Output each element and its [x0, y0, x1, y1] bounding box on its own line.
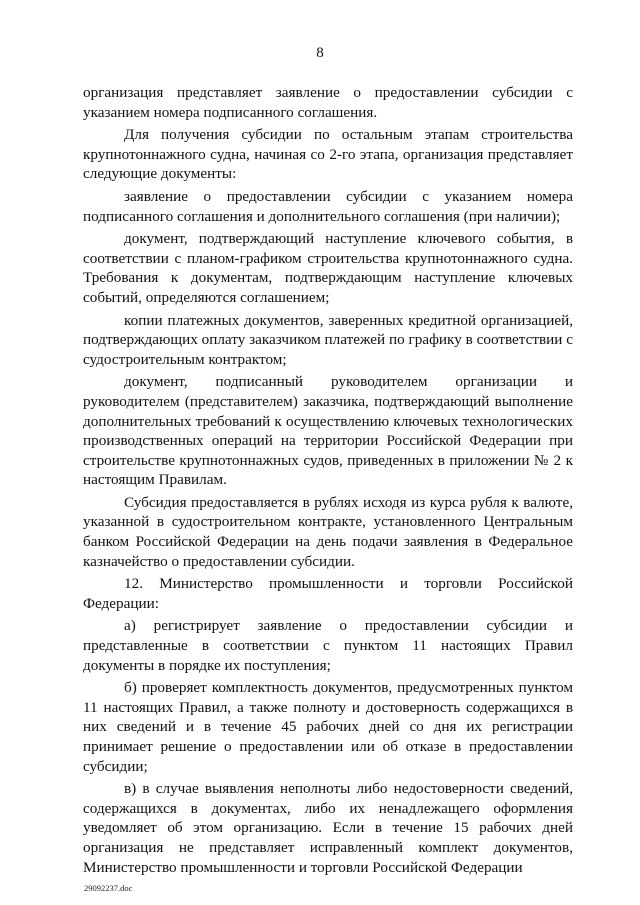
paragraph-documents-intro: Для получения субсидии по остальным этапам строительства крупнотоннажного судна, начиная со 2-го этапа, организация представляет следующие документы:	[83, 126, 573, 183]
page-number: 8	[316, 45, 324, 61]
paragraph-application: заявление о предоставлении субсидии с указанием номера подписанного соглашения и дополнительного соглашения (при наличии);	[83, 187, 573, 225]
paragraph-item-a: а) регистрирует заявление о предоставлении субсидии и представленные в соответствии с пунктом 11 настоящих Правил документы в порядке их поступления;	[83, 617, 573, 674]
paragraph-item-v: в) в случае выявления неполноты либо недостоверности сведений, содержащихся в документах, либо их ненадлежащего оформления уведомляет об этом организацию. Если в течение 15 рабочих дней организация не представляет исправленный комплект документов, Министерство промышленности и торговли Российской Федерации	[83, 780, 573, 876]
document-body	[83, 83, 573, 877]
paragraph-currency: Субсидия предоставляется в рублях исходя из курса рубля к валюте, указанной в судостроительном контракте, установленного Центральным банком Российской Федерации на день подачи заявления в Федеральное казначейство о предоставлении субсидии.	[83, 493, 573, 570]
paragraph-signed-document: документ, подписанный руководителем организации и руководителем (представителем) заказчика, подтверждающий выполнение дополнительных требований к осуществлению ключевых технологических производственных операций на территории Российской Федерации при строительстве крупнотоннажных судов, приведенных в приложении № 2 к настоящим Правилам.	[83, 373, 573, 489]
paragraph-section-12: 12. Министерство промышленности и торговли Российской Федерации:	[83, 575, 573, 612]
paragraph-key-event-document: документ, подтверждающий наступление ключевого события, в соответствии с планом-графиком строительства крупнотоннажного судна. Требования к документам, подтверждающим наступление ключевых событий, определяются соглашением;	[83, 230, 573, 306]
paragraph-payment-copies: копии платежных документов, заверенных кредитной организацией, подтверждающих оплату заказчиком платежей по графику в соответствии с судостроительным контрактом;	[83, 311, 573, 368]
paragraph-continuation: организация представляет заявление о предоставлении субсидии с указанием номера подписанного соглашения.	[83, 84, 573, 121]
paragraph-item-b: б) проверяет комплектность документов, предусмотренных пунктом 11 настоящих Правил, а также полноту и достоверность содержащихся в них сведений и в течение 45 рабочих дней со дня их регистрации принимает решение о предоставлении или об отказе в предоставлении субсидии;	[83, 679, 573, 775]
footer-filename: 29092237.doc	[84, 883, 133, 893]
